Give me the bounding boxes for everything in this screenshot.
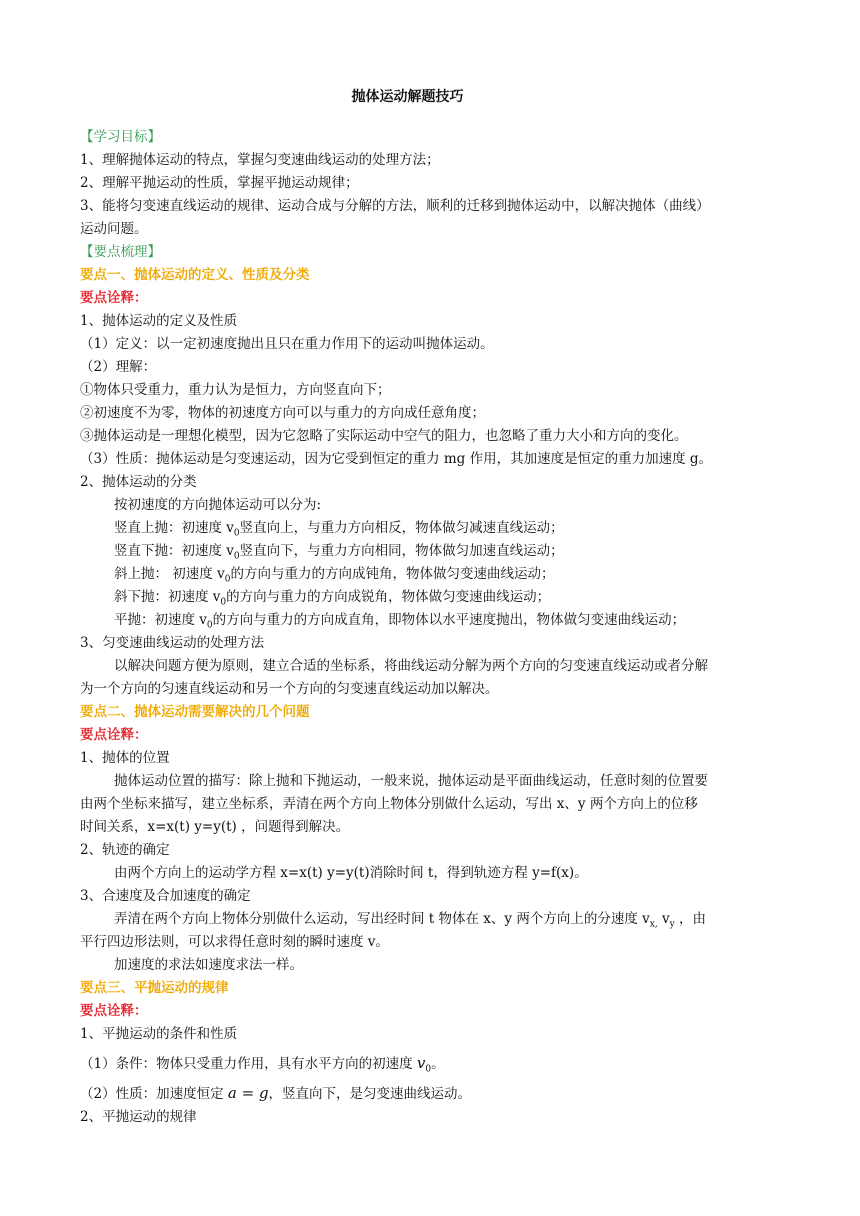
text-line: 以解决问题方便为原则，建立合适的坐标系，将曲线运动分解为两个方向的匀变速直线运动或者分解 bbox=[114, 658, 708, 674]
text-line: 由两个坐标来描写，建立坐标系，弄清在两个方向上物体分别做什么运动，写出 x、y 两个方向上的位移 bbox=[80, 796, 698, 812]
text-line bbox=[114, 910, 706, 934]
text-span: v bbox=[657, 911, 670, 927]
classification-text: 竖直下抛：初速度 v bbox=[114, 543, 234, 559]
goal-line: 2、理解平抛运动的性质，掌握平抛运动规律； bbox=[80, 175, 359, 191]
text-line: 3、合速度及合加速度的确定 bbox=[80, 888, 251, 904]
note-label: 要点诠释： bbox=[80, 727, 148, 743]
section-heading-1: 要点一、抛体运动的定义、性质及分类 bbox=[80, 267, 310, 283]
classification-text: 的方向与重力的方向成钝角，物体做匀变速曲线运动； bbox=[230, 566, 555, 582]
classification-text: 竖直向下，与重力方向相同，物体做匀加速直线运动； bbox=[239, 543, 564, 559]
text-line: ②初速度不为零，物体的初速度方向可以与重力的方向成任意角度； bbox=[80, 405, 485, 421]
section-heading-3: 要点三、平抛运动的规律 bbox=[80, 980, 229, 996]
subscript: y bbox=[669, 919, 675, 930]
classification-text: 斜下抛：初速度 v bbox=[114, 589, 221, 605]
text-line: 2、抛体运动的分类 bbox=[80, 474, 197, 490]
text-line: 1、抛体运动的定义及性质 bbox=[80, 313, 238, 329]
classification-text: 的方向与重力的方向成锐角，物体做匀变速曲线运动； bbox=[226, 589, 551, 605]
goal-line: 1、理解抛体运动的特点，掌握匀变速曲线运动的处理方法； bbox=[80, 152, 440, 168]
text-line: 1、平抛运动的条件和性质 bbox=[80, 1026, 238, 1042]
note-label: 要点诠释： bbox=[80, 1003, 148, 1019]
classification-text: 的方向与重力的方向成直角，即物体以水平速度抛出，物体做匀变速曲线运动； bbox=[212, 612, 686, 628]
subscript: 0 bbox=[233, 551, 240, 562]
text-span: （1）条件：物体只受重力作用，具有水平方向的初速度 bbox=[80, 1056, 417, 1072]
text-line: 1、抛体的位置 bbox=[80, 750, 170, 766]
classification-item bbox=[114, 565, 554, 589]
subscript: 0 bbox=[206, 620, 213, 631]
text-line: 时间关系，x=x(t) y=y(t) ，问题得到解决。 bbox=[80, 819, 350, 835]
goal-line: 3、能将匀变速直线运动的规律、运动合成与分解的方法，顺利的迁移到抛体运动中，以解决抛体（曲线） bbox=[80, 198, 710, 214]
text-line: 2、轨迹的确定 bbox=[80, 842, 170, 858]
text-line: 为一个方向的匀速直线运动和另一个方向的匀变速直线运动加以解决。 bbox=[80, 681, 499, 697]
text-line: 抛体运动位置的描写：除上抛和下抛运动，一般来说，抛体运动是平面曲线运动，任意时刻的位置要 bbox=[114, 773, 708, 789]
text-line: ①物体只受重力，重力认为是恒力，方向竖直向下； bbox=[80, 382, 391, 398]
text-line bbox=[80, 1054, 445, 1079]
classification-item bbox=[114, 588, 550, 612]
text-line: 3、匀变速曲线运动的处理方法 bbox=[80, 635, 265, 651]
text-line bbox=[80, 1084, 471, 1103]
subscript: 0 bbox=[224, 574, 231, 585]
section-heading-2: 要点二、抛体运动需要解决的几个问题 bbox=[80, 704, 310, 720]
text-span: 弄清在两个方向上物体分别做什么运动，写出经时间 t 物体在 x、y 两个方向上的分速度 v bbox=[114, 911, 650, 927]
text-span: ，竖直向下，是匀变速曲线运动。 bbox=[268, 1086, 472, 1102]
classification-text: 竖直向上，与重力方向相反，物体做匀减速直线运动； bbox=[239, 520, 564, 536]
subscript: 0 bbox=[220, 597, 227, 608]
math-equation: a = g bbox=[227, 1084, 269, 1102]
goal-line: 运动问题。 bbox=[80, 221, 148, 237]
text-line: ③抛体运动是一理想化模型，因为它忽略了实际运动中空气的阻力，也忽略了重力大小和方向的变化。 bbox=[80, 428, 688, 444]
page-title: 抛体运动解题技巧 bbox=[351, 89, 464, 105]
subscript: 0 bbox=[425, 1064, 432, 1075]
text-line: 2、平抛运动的规律 bbox=[80, 1109, 197, 1125]
text-line: （3）性质：抛体运动是匀变速运动，因为它受到恒定的重力 mg 作用，其加速度是恒定的重力加速度 g。 bbox=[80, 451, 713, 467]
classification-text: 平抛：初速度 v bbox=[114, 612, 207, 628]
note-label: 要点诠释： bbox=[80, 290, 148, 306]
text-line: 按初速度的方向抛体运动可以分为: bbox=[114, 497, 322, 513]
classification-text: 斜上抛： 初速度 v bbox=[114, 566, 225, 582]
text-span: 。 bbox=[431, 1056, 445, 1072]
classification-item bbox=[114, 519, 564, 543]
text-line: 平行四边形法则，可以求得任意时刻的瞬时速度 v。 bbox=[80, 934, 389, 950]
subscript: x, bbox=[649, 919, 658, 930]
text-span: （2）性质：加速度恒定 bbox=[80, 1086, 228, 1102]
text-line: 加速度的求法如速度求法一样。 bbox=[114, 957, 303, 973]
math-variable: v bbox=[416, 1054, 426, 1072]
text-line: （1）定义：以一定初速度抛出且只在重力作用下的运动叫抛体运动。 bbox=[80, 336, 494, 352]
classification-item bbox=[114, 542, 564, 566]
classification-text: 竖直上抛：初速度 v bbox=[114, 520, 234, 536]
subscript: 0 bbox=[233, 528, 240, 539]
text-line: 由两个方向上的运动学方程 x=x(t) y=y(t)消除时间 t，得到轨迹方程 y=f(x)。 bbox=[114, 865, 588, 881]
text-span: ，由 bbox=[674, 911, 706, 927]
heading-key-points: 【要点梳理】 bbox=[80, 244, 161, 260]
heading-learning-goals: 【学习目标】 bbox=[80, 129, 161, 145]
text-line: （2）理解： bbox=[80, 359, 157, 375]
classification-item bbox=[114, 611, 685, 635]
